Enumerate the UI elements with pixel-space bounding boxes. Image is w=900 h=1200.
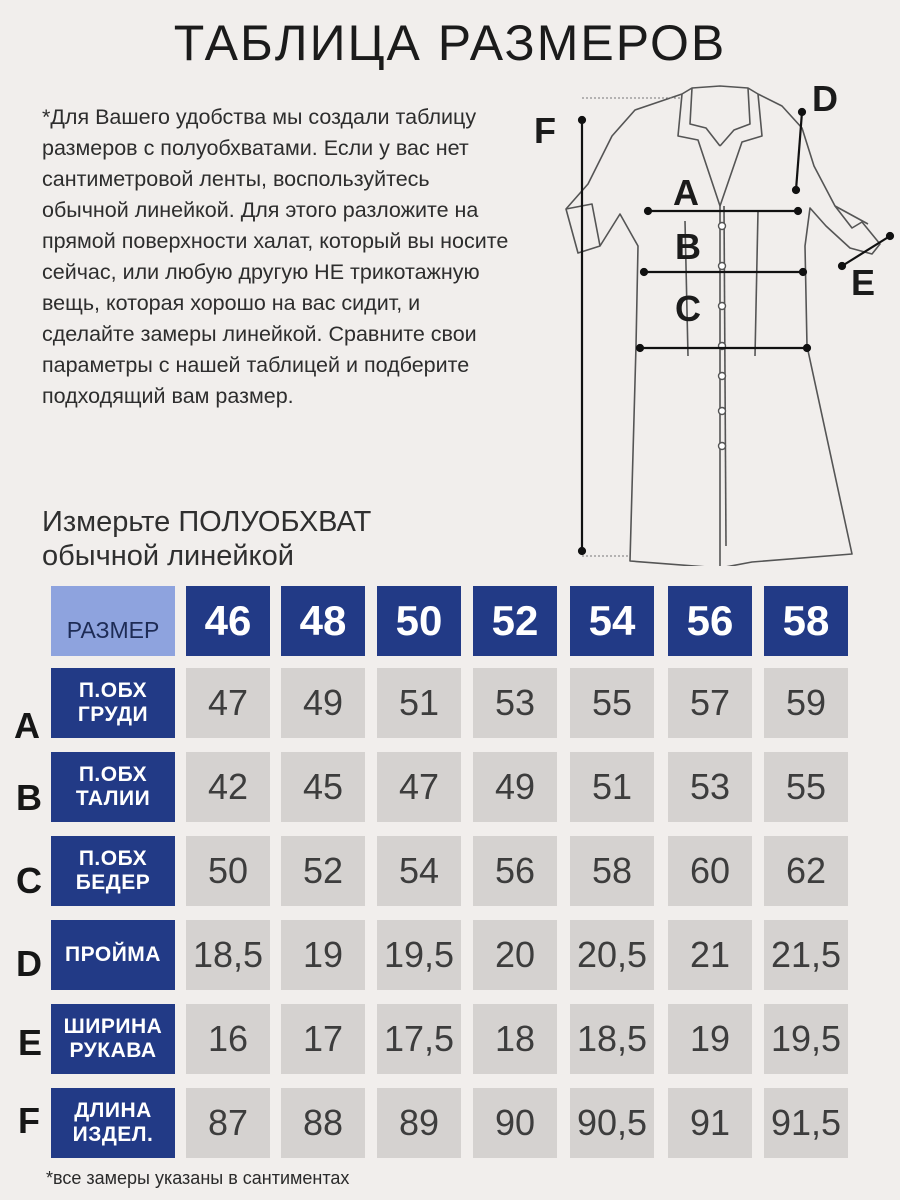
size-header-54: 54 <box>570 586 654 656</box>
table-cell: 55 <box>570 668 654 738</box>
size-header-56: 56 <box>668 586 752 656</box>
size-header-46: 46 <box>186 586 270 656</box>
size-header-48: 48 <box>281 586 365 656</box>
table-cell: 49 <box>473 752 557 822</box>
table-cell: 91 <box>668 1088 752 1158</box>
row-label-line: ТАЛИИ <box>75 787 151 810</box>
intro-text: *Для Вашего удобства мы создали таблицу размеров с полуобхватами. Если у вас нет сантиметровой ленты, воспользуйтесь обычной линейкой. Для этого разложите на прямой поверхности халат, который вы носите сейчас, или любую другую НЕ трикотажную вещь, которая хорошо на вас сидит, и сделайте замеры линейкой. Сравните свои параметры с нашей таблицей и подберите подходящий вам размер. <box>42 105 509 408</box>
row-label-armhole <box>51 920 175 990</box>
table-cell: 19 <box>281 920 365 990</box>
row-label-hips <box>51 836 175 906</box>
table-cell: 53 <box>473 668 557 738</box>
table-cell: 50 <box>186 836 270 906</box>
row-label-line: БЕДЕР <box>75 871 151 894</box>
row-letter-d: D <box>16 943 42 984</box>
table-cell: 51 <box>377 668 461 738</box>
measure-note: Измерьте ПОЛУОБХВАТ обычной линейкой <box>42 506 372 572</box>
table-cell: 60 <box>668 836 752 906</box>
table-cell: 59 <box>764 668 848 738</box>
table-cell: 18,5 <box>186 920 270 990</box>
table-cell: 51 <box>570 752 654 822</box>
size-header-label: РАЗМЕР <box>51 586 175 656</box>
row-label-line: ГРУДИ <box>77 703 149 726</box>
table-cell: 91,5 <box>764 1088 848 1158</box>
diagram-label-b: B <box>675 226 701 267</box>
table-cell: 21 <box>668 920 752 990</box>
row-label-line: РУКАВА <box>69 1039 157 1062</box>
diagram-label-d: D <box>812 78 838 119</box>
row-label-waist <box>51 752 175 822</box>
size-header-58: 58 <box>764 586 848 656</box>
size-header-50: 50 <box>377 586 461 656</box>
table-cell: 20 <box>473 920 557 990</box>
diagram-label-f: F <box>534 110 556 151</box>
row-label-sleeve-width <box>51 1004 175 1074</box>
table-cell: 20,5 <box>570 920 654 990</box>
table-cell: 58 <box>570 836 654 906</box>
table-cell: 18 <box>473 1004 557 1074</box>
diagram-label-e: E <box>851 262 876 303</box>
table-cell: 89 <box>377 1088 461 1158</box>
diagram-label-a: A <box>673 172 699 213</box>
table-cell: 17,5 <box>377 1004 461 1074</box>
diagram-label-c: C <box>675 288 701 329</box>
row-label-length <box>51 1088 175 1158</box>
table-cell: 42 <box>186 752 270 822</box>
table-cell: 49 <box>281 668 365 738</box>
row-letter-b: B <box>16 777 42 818</box>
row-label-line: П.ОБХ <box>78 679 148 702</box>
table-cell: 54 <box>377 836 461 906</box>
table-cell: 16 <box>186 1004 270 1074</box>
row-label-line: ДЛИНА <box>74 1099 152 1122</box>
row-letter-e: E <box>18 1022 43 1063</box>
table-cell: 55 <box>764 752 848 822</box>
table-cell: 62 <box>764 836 848 906</box>
table-cell: 18,5 <box>570 1004 654 1074</box>
table-cell: 45 <box>281 752 365 822</box>
row-label-line: ШИРИНА <box>63 1015 163 1038</box>
table-cell: 47 <box>377 752 461 822</box>
row-letter-c: C <box>16 860 42 901</box>
table-cell: 57 <box>668 668 752 738</box>
row-label-chest <box>51 668 175 738</box>
table-cell: 90,5 <box>570 1088 654 1158</box>
table-cell: 47 <box>186 668 270 738</box>
coat-diagram <box>520 76 900 566</box>
size-header-52: 52 <box>473 586 557 656</box>
page-title: ТАБЛИЦА РАЗМЕРОВ <box>173 15 727 71</box>
row-letter-a: A <box>14 705 40 746</box>
table-cell: 17 <box>281 1004 365 1074</box>
row-label-line: П.ОБХ <box>78 847 148 870</box>
row-label-line: П.ОБХ <box>78 763 148 786</box>
table-cell: 19,5 <box>764 1004 848 1074</box>
table-cell: 87 <box>186 1088 270 1158</box>
table-cell: 53 <box>668 752 752 822</box>
table-cell: 19,5 <box>377 920 461 990</box>
table-cell: 88 <box>281 1088 365 1158</box>
table-cell: 90 <box>473 1088 557 1158</box>
table-cell: 56 <box>473 836 557 906</box>
table-cell: 19 <box>668 1004 752 1074</box>
table-cell: 21,5 <box>764 920 848 990</box>
table-cell: 52 <box>281 836 365 906</box>
row-label-line: ИЗДЕЛ. <box>72 1123 154 1146</box>
footnote: *все замеры указаны в сантиментах <box>46 1168 350 1188</box>
row-letter-f: F <box>18 1100 40 1141</box>
row-label-line: ПРОЙМА <box>65 943 161 966</box>
